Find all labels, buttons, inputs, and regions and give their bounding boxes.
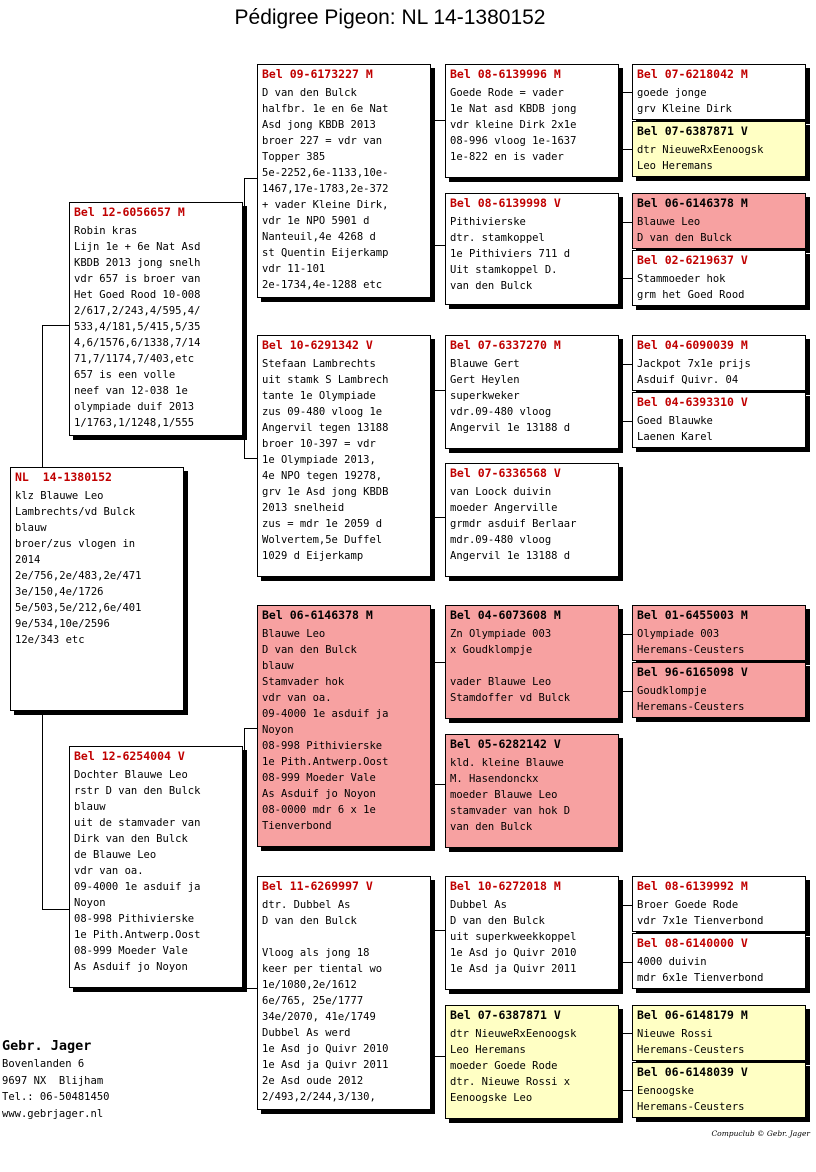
description-line: Olympiade 003	[637, 628, 720, 640]
description-line: 08-998 Pithivierske	[74, 913, 195, 925]
ring-number: Bel 07-6337270 M	[450, 338, 561, 352]
pigeon-description	[262, 897, 426, 1105]
description-line: Heremans-Ceusters	[637, 701, 745, 713]
pigeon-description	[262, 626, 426, 834]
description-line: 1e Pith.Antwerp.Oost	[262, 756, 389, 768]
description-line: Angervil tegen 13188	[262, 422, 389, 434]
ring-number: Bel 08-6139992 M	[637, 879, 748, 893]
description-line: 1e Pith.Antwerp.Oost	[74, 929, 201, 941]
description-line: 6e/765, 25e/1777	[262, 995, 364, 1007]
description-line: tante 1e Olympiade	[262, 390, 376, 402]
connector-line	[620, 634, 621, 691]
ring-number: Bel 04-6393310 V	[637, 395, 748, 409]
description-line: 5e/503,5e/212,6e/401	[15, 602, 142, 614]
description-line: halfbr. 1e en 6e Nat	[262, 103, 389, 115]
connector-line	[620, 905, 621, 962]
connector-line	[432, 784, 446, 785]
pigeon-card-mfm[interactable]	[445, 734, 619, 848]
pigeon-description	[637, 897, 801, 929]
description-line: vdr kleine Dirk 2x1e	[450, 119, 577, 131]
pigeon-description	[637, 1026, 801, 1058]
description-line: vdr 7x1e Tienverbond	[637, 915, 764, 927]
pigeon-card-g15[interactable]	[632, 1005, 806, 1061]
description-line: 1467,17e-1783,2e-372	[262, 183, 389, 195]
description-line: van den Bulck	[450, 821, 533, 833]
description-line: 5e-2252,6e-1133,10e-	[262, 167, 389, 179]
description-line: grv 1e Asd jong KBDB	[262, 486, 389, 498]
description-line: 3e/150,4e/1726	[15, 586, 104, 598]
description-line: Goudklompje	[637, 685, 707, 697]
pigeon-card-ff[interactable]	[257, 64, 431, 298]
ring-number: Bel 05-6282142 V	[450, 737, 561, 751]
owner-website[interactable]: www.gebrjager.nl	[2, 1107, 104, 1120]
description-line: uit superkweekkoppel	[450, 931, 577, 943]
connector-line	[432, 662, 446, 663]
pigeon-card-g5[interactable]	[632, 335, 806, 391]
description-line: Robin kras	[74, 225, 138, 237]
description-line: 4000 duivin	[637, 956, 707, 968]
description-line: 533,4/181,5/415,5/35	[74, 321, 201, 333]
owner-address-city: 9697 NX Blijham	[2, 1074, 104, 1087]
connector-line	[432, 120, 446, 121]
connector-line	[620, 905, 632, 906]
description-line: Uit stamkoppel D.	[450, 264, 558, 276]
pigeon-description	[637, 142, 801, 174]
description-line: mdr 6x1e Tienverbond	[637, 972, 764, 984]
description-line: blauw	[74, 801, 106, 813]
connector-line	[620, 634, 632, 635]
ring-number: Bel 12-6056657 M	[74, 205, 185, 219]
pigeon-description	[637, 413, 801, 445]
description-line: broer 10-397 = vdr	[262, 438, 376, 450]
ring-number: Bel 96-6165098 V	[637, 665, 748, 679]
description-line: Het Goed Rood 10-008	[74, 289, 201, 301]
description-line: de Blauwe Leo	[74, 849, 157, 861]
description-line: Angervil 1e 13188 d	[450, 422, 571, 434]
description-line: 4e NPO tegen 19278,	[262, 470, 383, 482]
description-line: Dubbel As	[450, 899, 507, 911]
pigeon-card-subject[interactable]	[10, 467, 184, 711]
description-line: uit stamk S Lambrech	[262, 374, 389, 386]
pigeon-card-g10[interactable]	[632, 662, 806, 718]
pigeon-card-fff[interactable]	[445, 64, 619, 178]
description-line: grmdr asduif Berlaar	[450, 518, 577, 530]
pigeon-description	[450, 85, 614, 165]
pigeon-card-mmf[interactable]	[445, 876, 619, 990]
ring-number: NL 14-1380152	[15, 470, 112, 484]
description-line: vdr van oa.	[262, 692, 332, 704]
connector-line	[244, 728, 258, 729]
description-line	[450, 658, 614, 674]
description-line: As Asduif jo Noyon	[262, 788, 376, 800]
pigeon-description	[450, 897, 614, 977]
description-line: Nanteuil,4e 4268 d	[262, 231, 376, 243]
page-title: Pédigree Pigeon: NL 14-1380152	[234, 6, 546, 29]
pigeon-card-father[interactable]	[69, 202, 243, 436]
connector-line	[620, 962, 632, 963]
description-line: Heremans-Ceusters	[637, 1044, 745, 1056]
ring-number: Bel 11-6269997 V	[262, 879, 373, 893]
description-line: Nieuwe Rossi	[637, 1028, 713, 1040]
description-line: moeder Goede Rode	[450, 1060, 558, 1072]
connector-line	[620, 1033, 632, 1034]
description-line: Gert Heylen	[450, 374, 520, 386]
pigeon-card-g6[interactable]	[632, 392, 806, 448]
description-line: Asduif Quivr. 04	[637, 374, 739, 386]
description-line: 1/1763,1/1248,1/555	[74, 417, 195, 429]
description-line: x Goudklompje	[450, 644, 533, 656]
connector-line	[620, 691, 632, 692]
description-line: Tienverbond	[262, 820, 332, 832]
pigeon-description	[637, 683, 801, 715]
description-line: 1e Asd jo Quivr 2010	[450, 947, 577, 959]
description-line: Vloog als jong 18	[262, 947, 370, 959]
description-line: 2e/756,2e/483,2e/471	[15, 570, 142, 582]
description-line: Dubbel As werd	[262, 1027, 351, 1039]
description-line: zus 09-480 vloog 1e	[262, 406, 383, 418]
description-line: goede jonge	[637, 87, 707, 99]
connector-line	[244, 178, 258, 179]
connector-line	[42, 909, 70, 910]
connector-line	[432, 245, 446, 246]
description-line: van den Bulck	[450, 280, 533, 292]
ring-number: Bel 01-6455003 M	[637, 608, 748, 622]
description-line: uit de stamvader van	[74, 817, 201, 829]
connector-line	[620, 222, 632, 223]
connector-line	[42, 325, 43, 468]
description-line: Leo Heremans	[637, 160, 713, 172]
connector-line	[620, 222, 621, 278]
connector-line	[432, 662, 433, 784]
description-line: Blauwe Leo	[637, 216, 701, 228]
description-line: Goed Blauwke	[637, 415, 713, 427]
pigeon-description	[262, 85, 426, 293]
pigeon-card-g1[interactable]	[632, 64, 806, 120]
description-line: D van den Bulck	[637, 232, 732, 244]
description-line: kld. kleine Blauwe	[450, 757, 564, 769]
description-line: Broer Goede Rode	[637, 899, 739, 911]
description-line: vdr van oa.	[74, 865, 144, 877]
description-line: Noyon	[262, 724, 294, 736]
pigeon-description	[450, 626, 614, 706]
description-line: dtr NieuweRxEenoogsk	[637, 144, 764, 156]
description-line: moeder Angerville	[450, 502, 558, 514]
description-line: Stefaan Lambrechts	[262, 358, 376, 370]
description-line: 08-0000 mdr 6 x 1e	[262, 804, 376, 816]
description-line: Dirk van den Bulck	[74, 833, 188, 845]
ring-number: Bel 02-6219637 V	[637, 253, 748, 267]
description-line: 2013 snelheid	[262, 502, 345, 514]
pigeon-card-mff[interactable]	[445, 605, 619, 719]
description-line: Blauwe Gert	[450, 358, 520, 370]
ring-number: Bel 06-6148039 V	[637, 1065, 748, 1079]
connector-line	[244, 728, 245, 988]
ring-number: Bel 12-6254004 V	[74, 749, 185, 763]
ring-number: Bel 09-6173227 M	[262, 67, 373, 81]
description-line: vdr 657 is broer van	[74, 273, 201, 285]
description-line: Leo Heremans	[450, 1044, 526, 1056]
description-line: 08-996 vloog 1e-1637	[450, 135, 577, 147]
description-line: Heremans-Ceusters	[637, 644, 745, 656]
connector-line	[620, 364, 632, 365]
description-line: 657 is een volle	[74, 369, 176, 381]
connector-line	[244, 178, 245, 458]
description-line: 09-4000 1e asduif ja	[262, 708, 389, 720]
connector-line	[620, 149, 632, 150]
pigeon-card-g13[interactable]	[632, 876, 806, 932]
pigeon-card-ffm[interactable]	[445, 193, 619, 305]
connector-line	[432, 930, 433, 1056]
description-line: 2014	[15, 554, 41, 566]
pigeon-card-mm[interactable]	[257, 876, 431, 1110]
description-line: rstr D van den Bulck	[74, 785, 201, 797]
connector-line	[620, 92, 621, 149]
connector-line	[620, 1090, 632, 1091]
connector-line	[620, 92, 632, 93]
ring-number: Bel 07-6336568 V	[450, 466, 561, 480]
connector-line	[42, 325, 70, 326]
description-line: grm het Goed Rood	[637, 289, 745, 301]
description-line: stamvader van hok D	[450, 805, 571, 817]
description-line: Asd jong KBDB 2013	[262, 119, 376, 131]
description-line: keer per tiental wo	[262, 963, 383, 975]
connector-line	[432, 930, 446, 931]
description-line: Eenoogske Leo	[450, 1092, 533, 1104]
pigeon-description	[637, 214, 801, 246]
description-line: KBDB 2013 jong snelh	[74, 257, 201, 269]
description-line: vdr 1e NPO 5901 d	[262, 215, 370, 227]
description-line: dtr. Nieuwe Rossi x	[450, 1076, 571, 1088]
description-line: 08-999 Moeder Vale	[74, 945, 188, 957]
description-line: 71,7/1174,7/403,etc	[74, 353, 195, 365]
description-line: 4,6/1576,6/1338,7/14	[74, 337, 201, 349]
description-line: dtr NieuweRxEenoogsk	[450, 1028, 577, 1040]
description-line: 2/493,2/244,3/130,	[262, 1091, 376, 1103]
description-line: Heremans-Ceusters	[637, 1101, 745, 1113]
description-line: 1e Asd ja Quivr 2011	[262, 1059, 389, 1071]
connector-line	[244, 458, 258, 459]
description-line: broer 227 = vdr van	[262, 135, 383, 147]
pigeon-card-mf[interactable]	[257, 605, 431, 847]
description-line: Topper 385	[262, 151, 326, 163]
footer-credit: Compuclub © Gebr. Jager	[711, 1129, 810, 1138]
description-line: Stamdoffer vd Bulck	[450, 692, 571, 704]
description-line: 09-4000 1e asduif ja	[74, 881, 201, 893]
pigeon-description	[450, 356, 614, 436]
pigeon-card-mmm[interactable]	[445, 1005, 619, 1119]
description-line: mdr.09-480 vloog	[450, 534, 552, 546]
description-line: 1029 d Eijerkamp	[262, 550, 364, 562]
description-line: Laenen Karel	[637, 431, 713, 443]
description-line: Zn Olympiade 003	[450, 628, 552, 640]
description-line: + vader Kleine Dirk,	[262, 199, 389, 211]
pigeon-card-g14[interactable]	[632, 933, 806, 989]
description-line: 08-999 Moeder Vale	[262, 772, 376, 784]
description-line: Wolvertem,5e Duffel	[262, 534, 383, 546]
description-line: D van den Bulck	[262, 915, 357, 927]
description-line: Noyon	[74, 897, 106, 909]
ring-number: Bel 07-6387871 V	[637, 124, 748, 138]
description-line: dtr. Dubbel As	[262, 899, 351, 911]
pigeon-description	[637, 626, 801, 658]
description-line: Jackpot 7x1e prijs	[637, 358, 751, 370]
description-line: Lambrechts/vd Bulck	[15, 506, 136, 518]
description-line: van Loock duivin	[450, 486, 552, 498]
description-line: olympiade duif 2013	[74, 401, 195, 413]
description-line: 1e Nat asd KBDB jong	[450, 103, 577, 115]
connector-line	[432, 390, 433, 517]
pigeon-description	[637, 85, 801, 117]
description-line: Angervil 1e 13188 d	[450, 550, 571, 562]
description-line: As Asduif jo Noyon	[74, 961, 188, 973]
description-line: 2e Asd oude 2012	[262, 1075, 364, 1087]
ring-number: Bel 07-6218042 M	[637, 67, 748, 81]
description-line: zus = mdr 1e 2059 d	[262, 518, 383, 530]
description-line: grv Kleine Dirk	[637, 103, 732, 115]
pigeon-description	[637, 954, 801, 986]
pigeon-card-fmf[interactable]	[445, 335, 619, 449]
pigeon-description	[74, 223, 238, 431]
description-line: st Quentin Eijerkamp	[262, 247, 389, 259]
pigeon-description	[15, 488, 179, 648]
description-line: 2e-1734,4e-1288 etc	[262, 279, 383, 291]
connector-line	[432, 120, 433, 245]
connector-line	[244, 988, 258, 989]
description-line: Goede Rode = vader	[450, 87, 564, 99]
ring-number: Bel 04-6090039 M	[637, 338, 748, 352]
ring-number: Bel 08-6139996 M	[450, 67, 561, 81]
description-line: 9e/534,10e/2596	[15, 618, 110, 630]
description-line: Blauwe Leo	[262, 628, 326, 640]
description-line: vdr.09-480 vloog	[450, 406, 552, 418]
description-line: 1e Pithiviers 711 d	[450, 248, 571, 260]
pigeon-description	[262, 356, 426, 564]
ring-number: Bel 10-6272018 M	[450, 879, 561, 893]
description-line: 12e/343 etc	[15, 634, 85, 646]
pigeon-card-g4[interactable]	[632, 250, 806, 306]
ring-number: Bel 06-6148179 M	[637, 1008, 748, 1022]
connector-line	[42, 712, 43, 909]
pigeon-card-fmm[interactable]	[445, 463, 619, 577]
description-line: 1e Olympiade 2013,	[262, 454, 376, 466]
description-line: blauw	[262, 660, 294, 672]
ring-number: Bel 06-6146378 M	[637, 196, 748, 210]
description-line: Pithivierske	[450, 216, 526, 228]
description-line: Dochter Blauwe Leo	[74, 769, 188, 781]
description-line: superkweker	[450, 390, 520, 402]
description-line: dtr. stamkoppel	[450, 232, 545, 244]
pigeon-description	[450, 214, 614, 294]
pigeon-card-g9[interactable]	[632, 605, 806, 661]
ring-number: Bel 04-6073608 M	[450, 608, 561, 622]
pigeon-description	[450, 755, 614, 835]
pigeon-card-g16[interactable]	[632, 1062, 806, 1118]
description-line: D van den Bulck	[262, 644, 357, 656]
connector-line	[432, 390, 446, 391]
ring-number: Bel 08-6139998 V	[450, 196, 561, 210]
description-line: moeder Blauwe Leo	[450, 789, 558, 801]
description-line: Stammoeder hok	[637, 273, 726, 285]
description-line: 1e/1080,2e/1612	[262, 979, 357, 991]
owner-block	[2, 1036, 109, 1122]
description-line: 1e-822 en is vader	[450, 151, 564, 163]
description-line: Eenoogske	[637, 1085, 694, 1097]
pigeon-description	[637, 1083, 801, 1115]
description-line: vdr 11-101	[262, 263, 326, 275]
pigeon-card-fm[interactable]	[257, 335, 431, 577]
description-line	[262, 929, 426, 945]
description-line: neef van 12-038 1e	[74, 385, 188, 397]
owner-address-street: Bovenlanden 6	[2, 1058, 85, 1070]
description-line: 1e Asd jo Quivr 2010	[262, 1043, 389, 1055]
connector-line	[620, 1033, 621, 1090]
ring-number: Bel 10-6291342 V	[262, 338, 373, 352]
owner-name: Gebr. Jager	[2, 1038, 92, 1054]
pigeon-description	[450, 1026, 614, 1106]
pigeon-description	[637, 271, 801, 303]
description-line: blauw	[15, 522, 47, 534]
description-line: Lijn 1e + 6e Nat Asd	[74, 241, 201, 253]
pigeon-card-g2[interactable]	[632, 121, 806, 177]
pigeon-card-mother[interactable]	[69, 746, 243, 988]
description-line: M. Hasendonckx	[450, 773, 539, 785]
connector-line	[432, 1056, 446, 1057]
ring-number: Bel 07-6387871 V	[450, 1008, 561, 1022]
connector-line	[432, 517, 446, 518]
ring-number: Bel 08-6140000 V	[637, 936, 748, 950]
connector-line	[620, 421, 632, 422]
description-line: D van den Bulck	[450, 915, 545, 927]
pigeon-description	[637, 356, 801, 388]
pigeon-description	[74, 767, 238, 975]
description-line: broer/zus vlogen in	[15, 538, 136, 550]
description-line: klz Blauwe Leo	[15, 490, 104, 502]
description-line: vader Blauwe Leo	[450, 676, 552, 688]
description-line: 34e/2070, 41e/1749	[262, 1011, 376, 1023]
pigeon-card-g3[interactable]	[632, 193, 806, 249]
description-line: D van den Bulck	[262, 87, 357, 99]
description-line: Stamvader hok	[262, 676, 345, 688]
description-line: 1e Asd ja Quivr 2011	[450, 963, 577, 975]
pigeon-description	[450, 484, 614, 564]
description-line: 08-998 Pithivierske	[262, 740, 383, 752]
ring-number: Bel 06-6146378 M	[262, 608, 373, 622]
connector-line	[620, 364, 621, 421]
description-line: 2/617,2/243,4/595,4/	[74, 305, 201, 317]
owner-phone: Tel.: 06-50481450	[2, 1091, 110, 1103]
connector-line	[620, 278, 632, 279]
